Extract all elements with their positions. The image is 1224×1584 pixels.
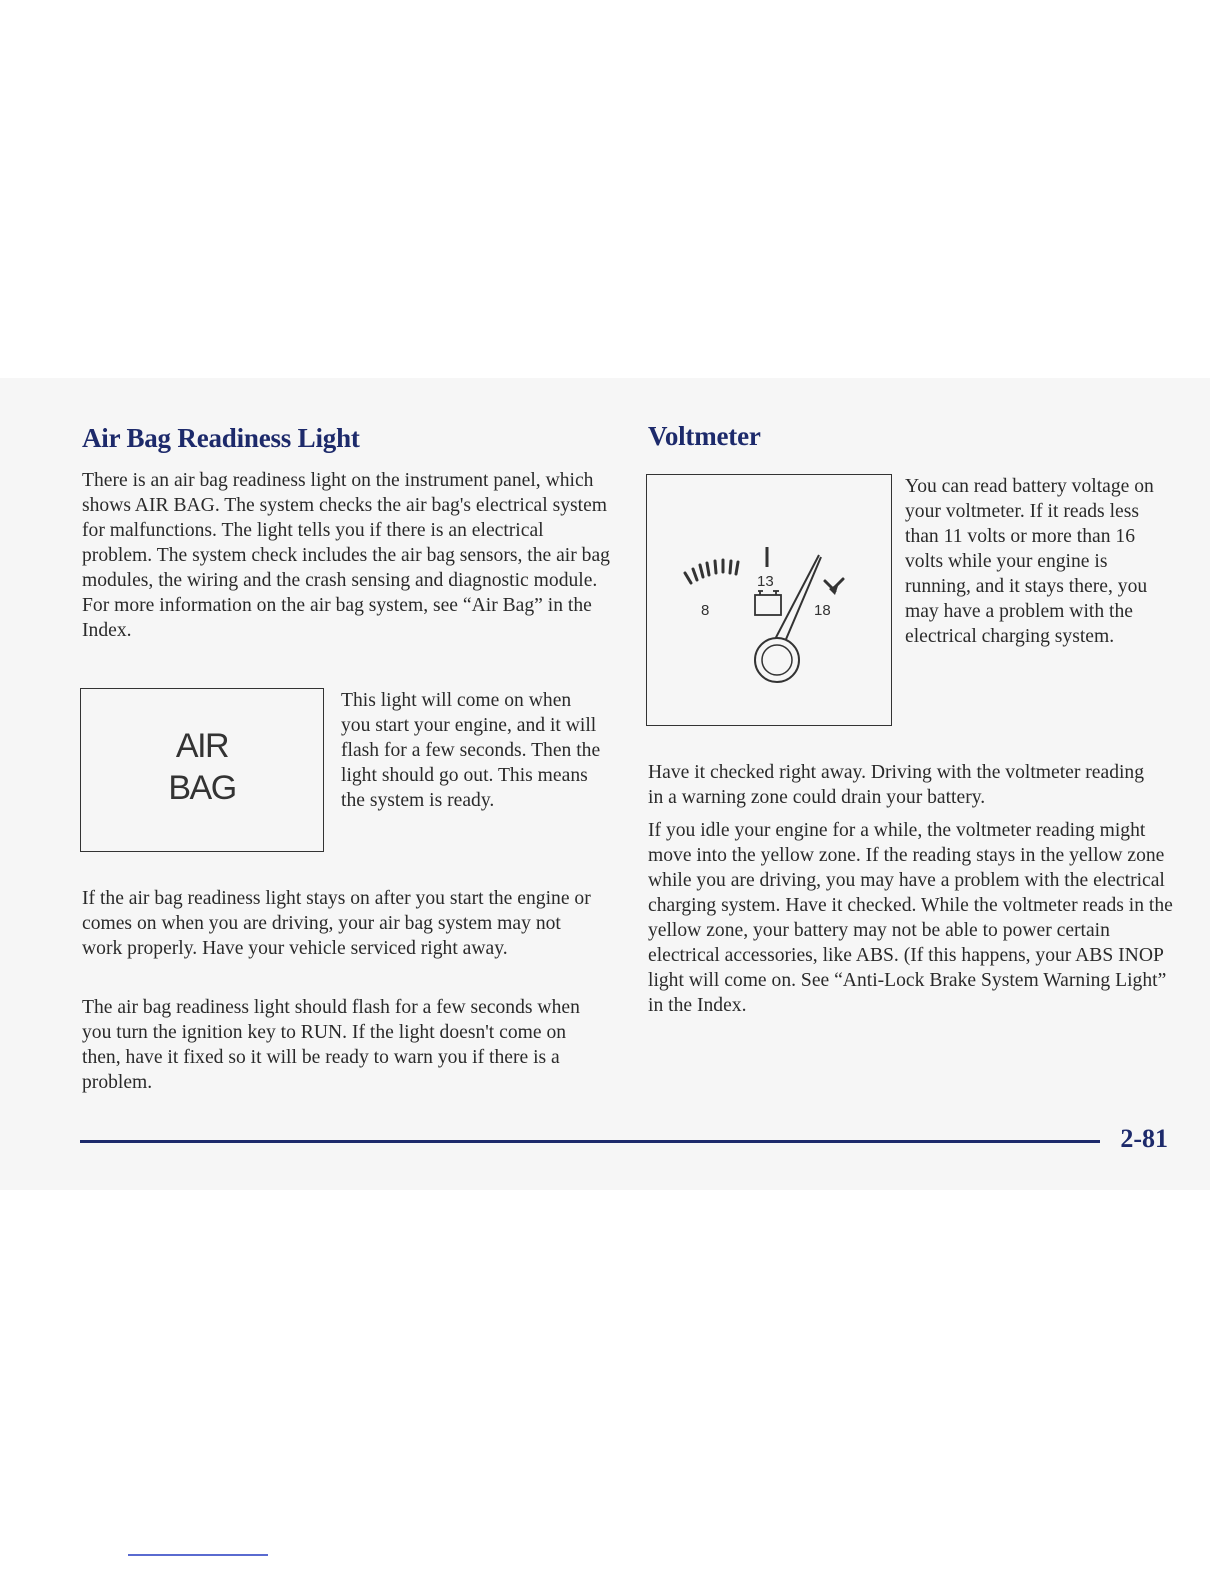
voltmeter-gauge-illustration xyxy=(646,474,892,726)
low-warning-ticks xyxy=(685,560,738,583)
airbag-startup-paragraph: This light will come on when you start your engine, and it will flash for a few seconds. Then the light should go out. This means the system is ready. xyxy=(341,690,601,811)
voltmeter-checked-paragraph: Have it checked right away. Driving with the voltmeter reading in a warning zone could drain your battery. xyxy=(648,762,1145,808)
page-number: 2-81 xyxy=(1120,1124,1168,1153)
airbag-intro-paragraph: There is an air bag readiness light on the instrument panel, which shows AIR BAG. The system checks the air bag's electrical system for malfunctions. The light tells you if there is an electrical problem. The system check includes the air bag sensors, the air bag modules, the wiring and the crash sensing and diagnostic module. For more information on the air bag system, see “Air Bag” in the Index. xyxy=(82,470,610,641)
voltmeter-idle-paragraph: If you idle your engine for a while, the voltmeter reading might move into the yellow zone. If the reading stays in the yellow zone while you are driving, you may have a problem with the electrical charging system. Have it checked. While the voltmeter reads in the yellow zone, your battery may not be able to power certain electrical accessories, like ABS. (If this happens, your ABS INOP light will come on. See “Anti-Lock Brake System Warning Light” in the Index. xyxy=(648,820,1173,1016)
airbag-indicator-line1: AIR xyxy=(175,727,229,765)
airbag-indicator-label xyxy=(81,725,323,809)
gauge-label-max: 18 xyxy=(814,602,831,619)
footer-rule xyxy=(80,1140,1100,1143)
airbag-indicator-line2: BAG xyxy=(168,769,236,807)
airbag-flash-paragraph: The air bag readiness light should flash for a few seconds when you turn the ignition key to RUN. If the light doesn't come on then, have it fixed so it will be ready to warn you if there is a problem. xyxy=(82,997,580,1093)
airbag-stays-on-paragraph: If the air bag readiness light stays on after you start the engine or comes on when you are driving, your air bag system may not work properly. Have your vehicle serviced right away. xyxy=(82,888,591,959)
battery-icon xyxy=(755,591,781,615)
gauge-label-min: 8 xyxy=(701,602,710,619)
bottom-line xyxy=(128,1554,268,1556)
voltmeter-heading: Voltmeter xyxy=(648,421,761,451)
airbag-heading: Air Bag Readiness Light xyxy=(82,423,360,453)
voltmeter-intro-paragraph: You can read battery voltage on your voltmeter. If it reads less than 11 volts or more than 16 volts while your engine is running, and it stays there, you may have a problem with the electrical charging system. xyxy=(905,476,1154,647)
airbag-indicator-illustration xyxy=(80,688,324,852)
gauge-label-mid: 13 xyxy=(757,573,774,590)
voltmeter-gauge-icon xyxy=(647,475,893,727)
